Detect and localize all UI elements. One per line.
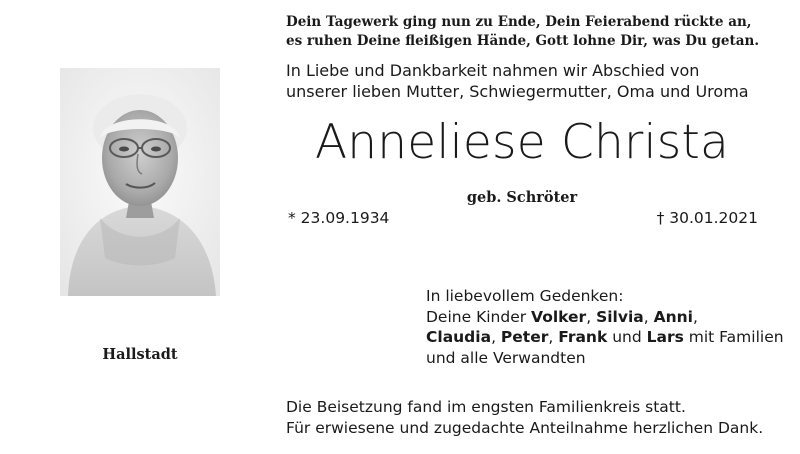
verse-line-1: Dein Tagewerk ging nun zu Ende, Dein Feierabend rückte an, xyxy=(286,14,752,30)
separator: , xyxy=(491,328,501,346)
portrait-photo xyxy=(60,68,220,296)
birth-date: * 23.09.1934 xyxy=(288,209,390,227)
verse-line-2: es ruhen Deine fleißigen Hände, Gott lohne Dir, was Du getan. xyxy=(286,33,760,49)
separator: , xyxy=(548,328,559,346)
separator: und xyxy=(607,328,647,346)
intro-line-1: In Liebe und Dankbarkeit nahmen wir Abschied von xyxy=(286,61,700,80)
families-suffix: mit Familien xyxy=(683,328,784,346)
mourners-line-2 xyxy=(426,307,786,328)
child-name: Claudia xyxy=(426,328,492,346)
deceased-name: Anneliese Christa xyxy=(314,115,730,170)
separator: , xyxy=(586,307,597,326)
child-name: Anni xyxy=(653,307,693,326)
child-name: Peter xyxy=(500,328,549,346)
place-name: Hallstadt xyxy=(102,346,178,363)
child-name: Volker xyxy=(531,307,587,326)
child-name: Silvia xyxy=(596,307,644,326)
intro-line-2: unserer lieben Mutter, Schwiegermutter, Oma und Uroma xyxy=(286,82,749,101)
mourners-line-4: und alle Verwandten xyxy=(426,348,586,367)
separator: , xyxy=(693,307,698,326)
birth-name: geb. Schröter xyxy=(466,189,578,206)
intro-text xyxy=(286,60,756,102)
mourners-block xyxy=(426,286,786,368)
children-prefix: Deine Kinder xyxy=(426,307,532,326)
closing-line-1: Die Beisetzung fand im engsten Familienkreis statt. xyxy=(286,398,686,416)
child-name: Lars xyxy=(646,328,684,346)
child-name: Frank xyxy=(558,328,608,346)
closing-line-2: Für erwiesene und zugedachte Anteilnahme herzlichen Dank. xyxy=(286,418,764,437)
portrait-image xyxy=(60,68,220,296)
separator: , xyxy=(643,307,654,326)
mourners-line-1: In liebevollem Gedenken: xyxy=(426,287,624,305)
death-date: † 30.01.2021 xyxy=(656,209,758,227)
closing-text xyxy=(286,397,786,438)
verse-quote xyxy=(286,13,760,51)
mourners-line-3 xyxy=(426,327,786,348)
